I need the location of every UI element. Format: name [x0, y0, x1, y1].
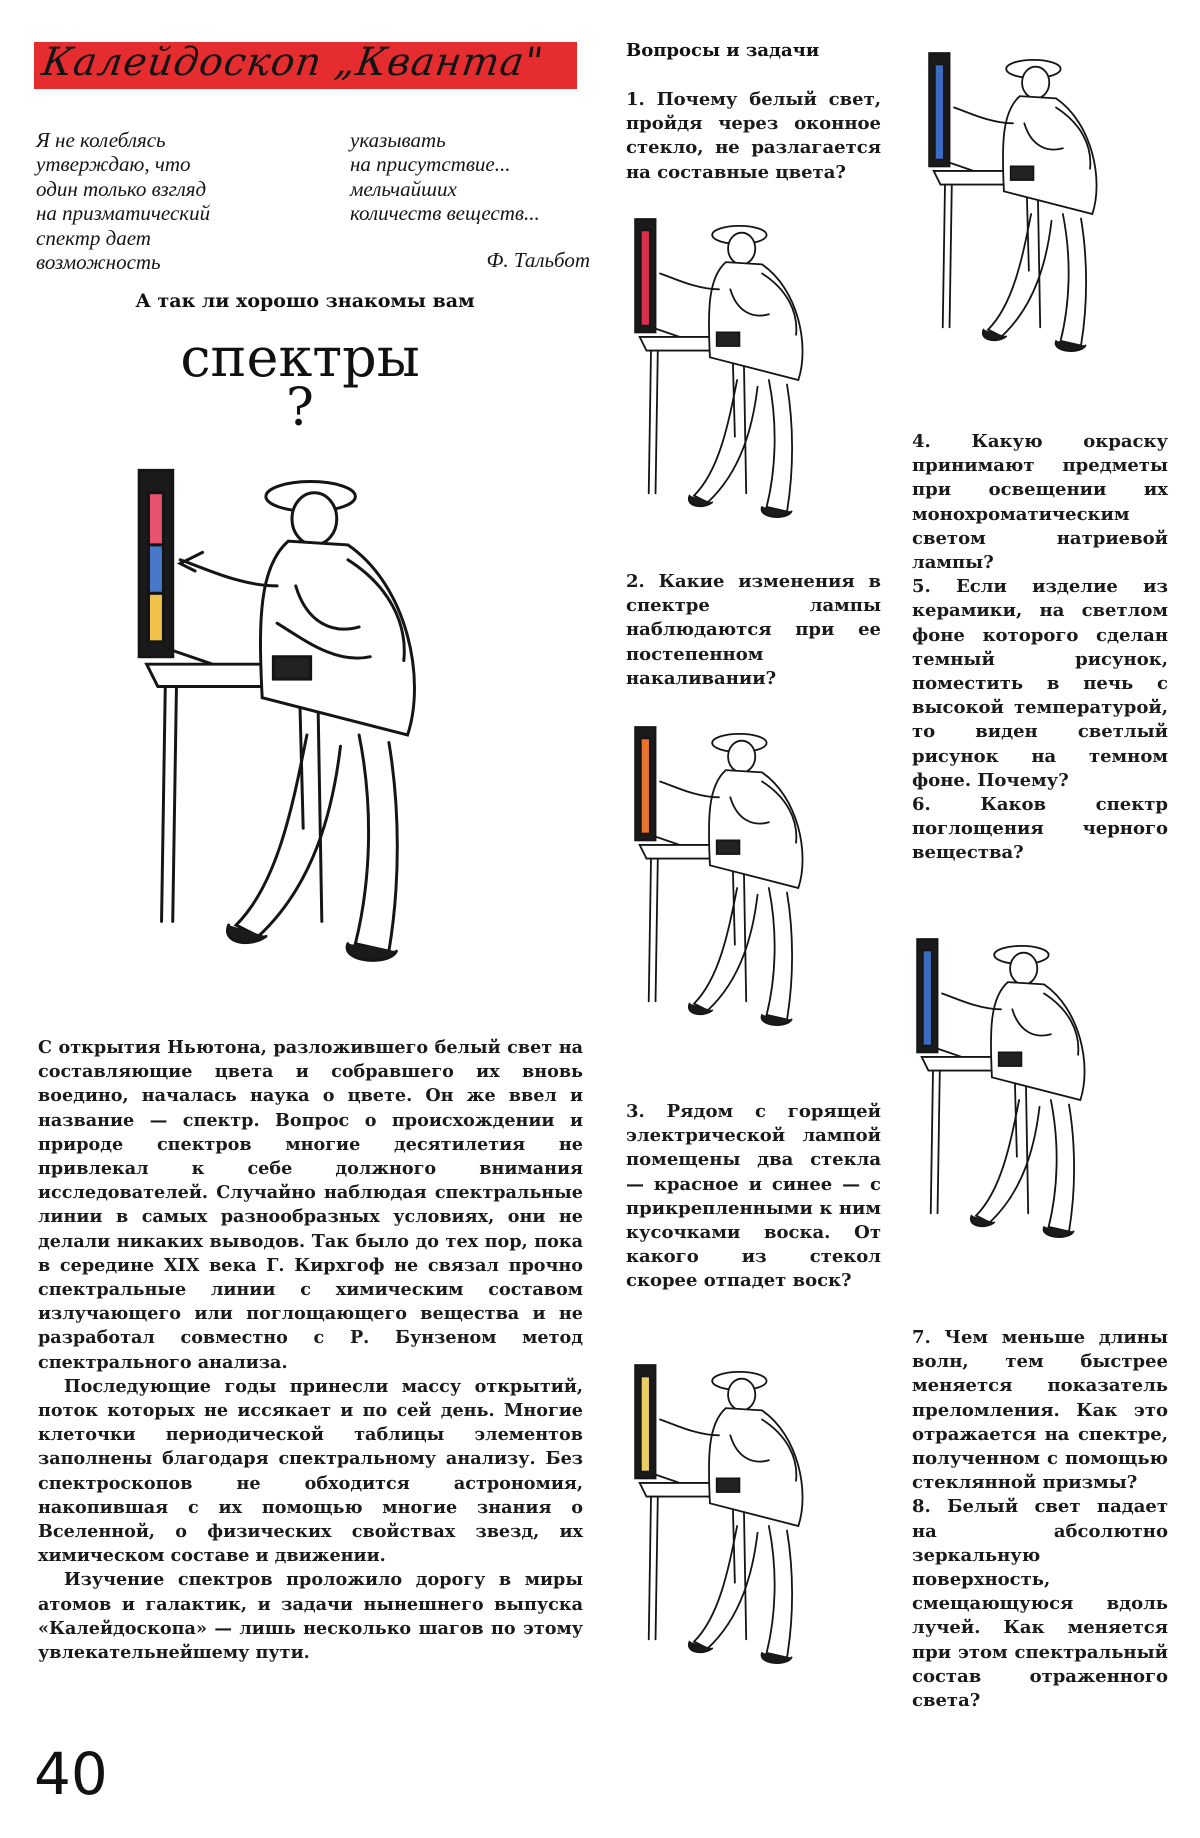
- epigraph-line: на присутствие...: [350, 152, 511, 177]
- article-paragraph: С открытия Ньютона, разложившего белый свет на составляющие цвета и собравшего их вновь воедино, началась наука о цвете. Он же ввел и название — спектр. Вопрос о происхождении и природе спектров многие десятилетия не привлекал к себе должного внимания исследователей. Случайно наблюдая спектральные линии в самых разнообразных условиях, они не делали никаких выводов. Так было до тех пор, пока в середине XIX века Г. Кирхгоф не связал прочно спектральные линии с химическим составом излучающего или поглощающего вещества и не разработал совместно с Р. Бунзеном метод спектрального анализа.: [38, 1037, 583, 1373]
- epigraph-line: на призматический: [36, 201, 211, 226]
- page-title: спектры: [180, 326, 420, 389]
- article-paragraph: Последующие годы принесли массу открытий, поток которых не иссякает и по сей день. Многие клеточки периодической таблицы элементов заполнены благодаря спектральному анализу. Без спектроскопов не обходится астрономия, накопившая с их помощью многие знания о Вселенной, о физических свойствах звезд, их химическом составе и движении.: [38, 1375, 583, 1567]
- page-number: 40: [34, 1740, 108, 1808]
- questions-right-block-2: [912, 1326, 1168, 1713]
- spectrum-panel: [641, 738, 650, 833]
- question-4: 4. Какую окраску принимают предметы при освещении их монохроматическим светом натриевой лампы?: [912, 431, 1168, 574]
- questions-right-block-1: [912, 430, 1168, 866]
- question-2: 2. Какие изменения в спектре лампы наблюдаются при ее постепенном накаливании?: [626, 571, 881, 689]
- epigraph-line: утверждаю, что: [36, 152, 191, 177]
- epigraph-line: мельчайших: [350, 176, 457, 201]
- article-paragraph: Изучение спектров проложило дорогу в миры атомов и галактик, и задачи нынешнего выпуска «Калейдоскопа» — лишь несколько шагов по этому увлекательнейшему пути.: [38, 1569, 583, 1664]
- painter-blue-bottom-illustration: [910, 930, 1160, 1270]
- epigraph-left: [36, 128, 326, 274]
- painter-blue-top-illustration: [922, 44, 1172, 384]
- question-6: 6. Каков спектр поглощения черного вещества?: [912, 794, 1168, 864]
- header-banner-title: Калейдоскоп „Кванта": [39, 40, 547, 85]
- question-5: 5. Если изделие из керамики, на светлом фоне которого сделан темный рисунок, поместить в печь с высокой температурой, то виден светлый рисунок на темном фоне. Почему?: [912, 576, 1168, 791]
- epigraph-line: возможность: [36, 250, 161, 275]
- question-3: 3. Рядом с горящей электрической лампой помещены два стекла — красное и синее — с прикрепленными к ним кусочками воска. От какого из стекол скорее отпадет воск?: [626, 1101, 881, 1292]
- epigraph-line: один только взгляд: [36, 176, 207, 201]
- spectrum-panel: [923, 950, 932, 1045]
- title-question-mark: ?: [286, 378, 314, 438]
- title-lead: А так ли хорошо знакомы вам: [135, 290, 475, 312]
- epigraph-author: Ф. Тальбот: [486, 248, 590, 272]
- spectrum-panel: [641, 1376, 650, 1471]
- epigraph-line: количеств веществ...: [350, 201, 540, 226]
- epigraph-right: [350, 128, 590, 226]
- epigraph-line: указывать: [350, 128, 446, 152]
- spectrum-panel: [641, 230, 650, 325]
- spectrum-panel: [935, 64, 944, 159]
- painter-red-illustration: [628, 210, 878, 550]
- epigraph-line: Я не колеблясь: [36, 128, 166, 152]
- epigraph-line: спектр дает: [36, 225, 151, 250]
- painter-yellow-illustration: [628, 1356, 878, 1696]
- question-7: 7. Чем меньше длины волн, тем быстрее меняется показатель преломления. Как это отражается на спектре, полученном с помощью стеклянной призмы?: [912, 1327, 1168, 1494]
- painter-orange-illustration: [628, 718, 878, 1058]
- article-body: [38, 1036, 583, 1665]
- questions-heading: Вопросы и задачи: [626, 40, 820, 61]
- question-8: 8. Белый свет падает на абсолютно зеркальную поверхность, смещающуюся вдоль лучей. Как меняется при этом спектральный состав отраженного света?: [912, 1496, 1168, 1712]
- question-1: 1. Почему белый свет, пройдя через оконное стекло, не разлагается на составные цвета?: [626, 89, 881, 183]
- large-spectrum-painter-illustration: [128, 455, 538, 1015]
